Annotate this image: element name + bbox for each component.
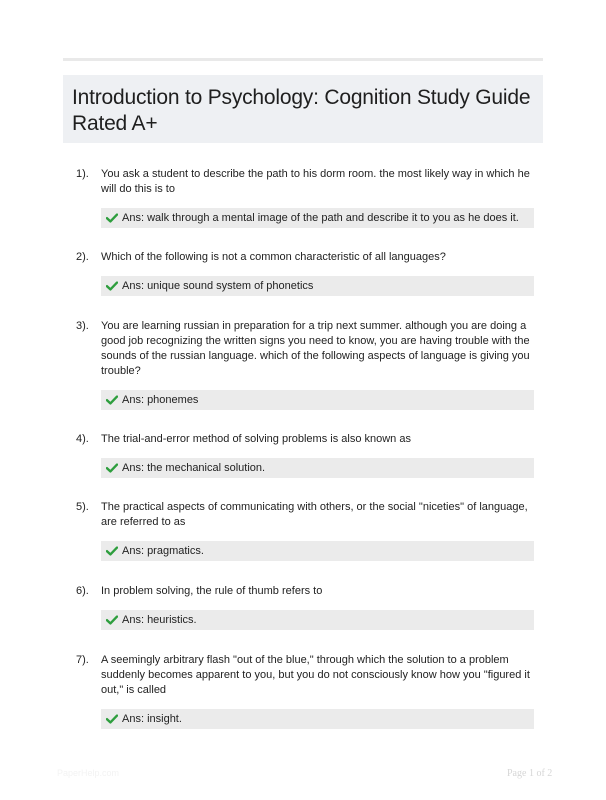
check-icon — [106, 615, 118, 625]
question-item — [63, 167, 543, 228]
question-text: The practical aspects of communicating with others, or the social "niceties" of language, are referred to as — [101, 501, 528, 528]
question-text: The trial-and-error method of solving problems is also known as — [101, 433, 411, 445]
question-number: 7). — [76, 654, 89, 666]
question-text: You are learning russian in preparation for a trip next summer. although you are doing a good job recognizing the written signs you need to know, you are having trouble with the sounds of the russian language. which of the following aspects of language is giving you trouble? — [101, 320, 530, 377]
answer-text: Ans: walk through a mental image of the path and describe it to you as he does it. — [122, 212, 519, 224]
title-box — [63, 75, 543, 143]
question-item — [63, 653, 543, 729]
check-icon — [106, 714, 118, 724]
answer-text: Ans: heuristics. — [122, 614, 197, 626]
question-number: 1). — [76, 168, 89, 180]
question-text: A seemingly arbitrary flash "out of the blue," through which the solution to a problem suddenly becomes apparent to you, but you do not consciously know how you "figured it out," is called — [101, 654, 530, 696]
answer-text: Ans: pragmatics. — [122, 545, 204, 557]
answer-box — [101, 390, 534, 410]
question-item — [63, 250, 543, 296]
answer-box — [101, 541, 534, 561]
top-divider — [63, 58, 543, 61]
check-icon — [106, 213, 118, 223]
footer-watermark: PaperHelp.com — [57, 768, 120, 778]
page-number: Page 1 of 2 — [507, 768, 553, 779]
question-item — [63, 584, 543, 630]
question-text: Which of the following is not a common characteristic of all languages? — [101, 251, 446, 263]
answer-text: Ans: insight. — [122, 713, 182, 725]
answer-box — [101, 276, 534, 296]
question-number: 3). — [76, 320, 89, 332]
check-icon — [106, 281, 118, 291]
question-item — [63, 500, 543, 561]
answer-text: Ans: phonemes — [122, 394, 199, 406]
question-number: 4). — [76, 433, 89, 445]
question-text: You ask a student to describe the path to his dorm room. the most likely way in which he will do this is to — [101, 168, 530, 195]
check-icon — [106, 546, 118, 556]
answer-box — [101, 709, 534, 729]
question-number: 2). — [76, 251, 89, 263]
question-item — [63, 319, 543, 410]
page-title: Introduction to Psychology: Cognition Study Guide Rated A+ — [72, 86, 531, 135]
question-text: In problem solving, the rule of thumb refers to — [101, 585, 323, 597]
answer-text: Ans: unique sound system of phonetics — [122, 280, 314, 292]
check-icon — [106, 463, 118, 473]
answer-box — [101, 458, 534, 478]
check-icon — [106, 395, 118, 405]
answer-text: Ans: the mechanical solution. — [122, 462, 266, 474]
question-item — [63, 432, 543, 478]
question-number: 5). — [76, 501, 89, 513]
question-number: 6). — [76, 585, 89, 597]
answer-box — [101, 208, 534, 228]
answer-box — [101, 610, 534, 630]
